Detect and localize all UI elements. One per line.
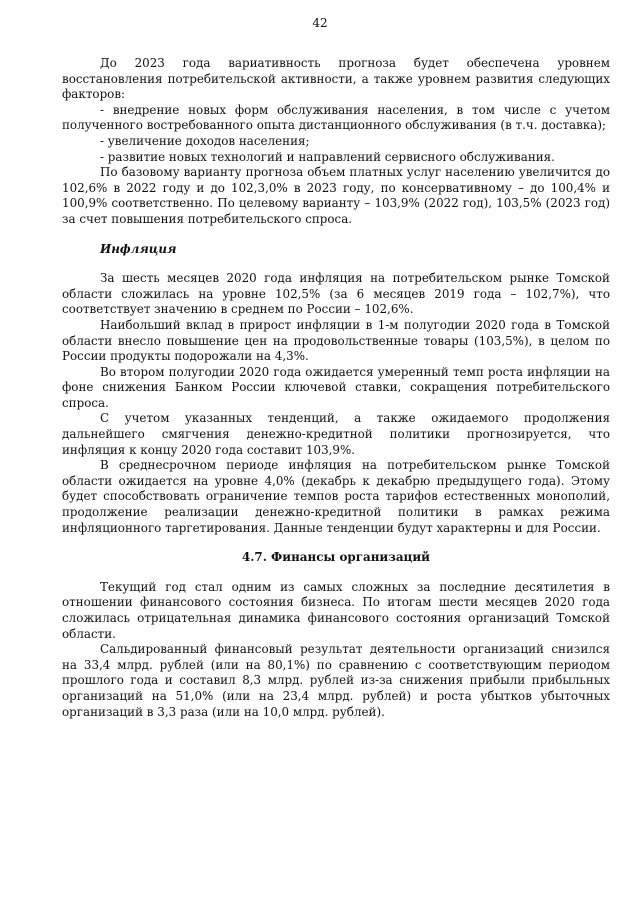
list-item-income-growth: - увеличение доходов населения; xyxy=(100,133,310,148)
paragraph-inflation-food-prices: Наибольший вклад в прирост инфляции в 1-м полугодии 2020 года в Томской области внесло повышение цен на продовольственные товары (103,5%), в целом по России продукты подорожали на 4,3%. xyxy=(62,317,610,364)
page-body xyxy=(62,56,610,720)
paragraph-inflation-year-end: С учетом указанных тенденций, а также ожидаемого продолжения дальнейшего смягчения денежно-кредитной политики прогнозируется, что инфляция к концу 2020 года составит 103,9%. xyxy=(62,411,610,457)
section-heading-inflation: Инфляция xyxy=(100,241,177,256)
paragraph-forecast-variants: По базовому варианту прогноза объем платных услуг населению увеличится до 102,6% в 2022 году и до 102,3,0% в 2023 году, по консервативному – до 100,4% и 100,9% соответственно. По целевому варианту – 103,9% (2022 год), 103,5% (2023 год) за счет повышения потребительского спроса. xyxy=(62,165,610,226)
paragraph-inflation-six-months: За шесть месяцев 2020 года инфляция на потребительском рынке Томской области сложилась на уровне 102,5% (за 6 месяцев 2019 года – 102,7%), что соответствует значению в среднем по России – 102,6%. xyxy=(62,271,610,317)
paragraph-forecast-intro: До 2023 года вариативность прогноза будет обеспечена уровнем восстановления потребительской активности, а также уровнем развития следующих факторов: xyxy=(62,56,610,102)
list-item-new-service-forms: - внедрение новых форм обслуживания населения, в том числе с учетом полученного востребованного опыта дистанционного обслуживания (в т.ч. доставка); xyxy=(62,102,610,133)
list-item-new-technologies: - развитие новых технологий и направлений сервисного обслуживания. xyxy=(100,149,555,164)
paragraph-finance-result: Сальдированный финансовый результат деятельности организаций снизился на 33,4 млрд. рублей (или на 80,1%) по сравнению с соответствующим периодом прошлого года и составил 8,3 млрд. рублей из-за снижения прибыли прибыльных организаций на 51,0% (или на 23,4 млрд. рублей) и роста убытков убыточных организаций в 3,3 раза (или на 10,0 млрд. рублей). xyxy=(62,642,610,719)
section-heading-finance: 4.7. Финансы организаций xyxy=(242,550,430,565)
paragraph-inflation-second-half: Во втором полугодии 2020 года ожидается умеренный темп роста инфляции на фоне снижения Банком России ключевой ставки, сокращения потребительского спроса. xyxy=(62,364,610,410)
page-number: 42 xyxy=(312,16,328,30)
paragraph-finance-current-year: Текущий год стал одним из самых сложных за последние десятилетия в отношении финансового состояния бизнеса. По итогам шести месяцев 2020 года сложилась отрицательная динамика финансового состояния организаций Томской области. xyxy=(62,579,610,641)
paragraph-inflation-medium-term: В среднесрочном периоде инфляция на потребительском рынке Томской области ожидается на уровне 4,0% (декабрь к декабрю предыдущего года). Этому будет способствовать ограничение темпов роста тарифов естественных монополий, продолжение реализации денежно-кредитной политики в рамках режима инфляционного таргетирования. Данные тенденции будут характерны и для России. xyxy=(62,458,610,535)
